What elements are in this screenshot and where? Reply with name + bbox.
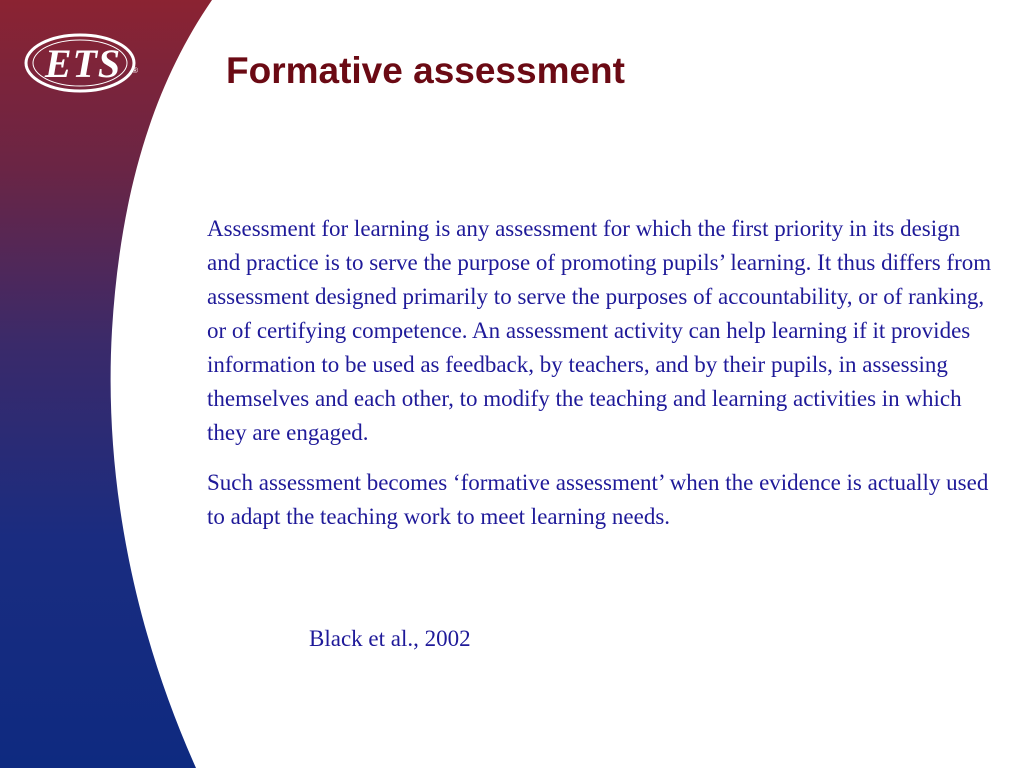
body-paragraph: Assessment for learning is any assessment for which the first priority in its design and practice is to serve the purpose of promoting pupils’ learning. It thus differs from assessment designed primarily to serve the purposes of accountability, or of ranking, or of certifying competence. An assessment activity can help learning if it provides information to be used as feedback, by teachers, and by their pupils, in assessing themselves and each other, to modify the teaching and learning activities in which they are engaged. xyxy=(207,216,992,445)
logo-registered-mark: ® xyxy=(132,66,138,75)
logo-text: ETS xyxy=(44,40,122,86)
ets-logo xyxy=(22,30,144,96)
citation: Black et al., 2002 xyxy=(309,626,471,651)
slide-body xyxy=(207,212,997,550)
slide-title: Formative assessment xyxy=(226,50,625,91)
body-paragraph: Such assessment becomes ‘formative assessment’ when the evidence is actually used to adapt the teaching work to meet learning needs. xyxy=(207,470,989,529)
